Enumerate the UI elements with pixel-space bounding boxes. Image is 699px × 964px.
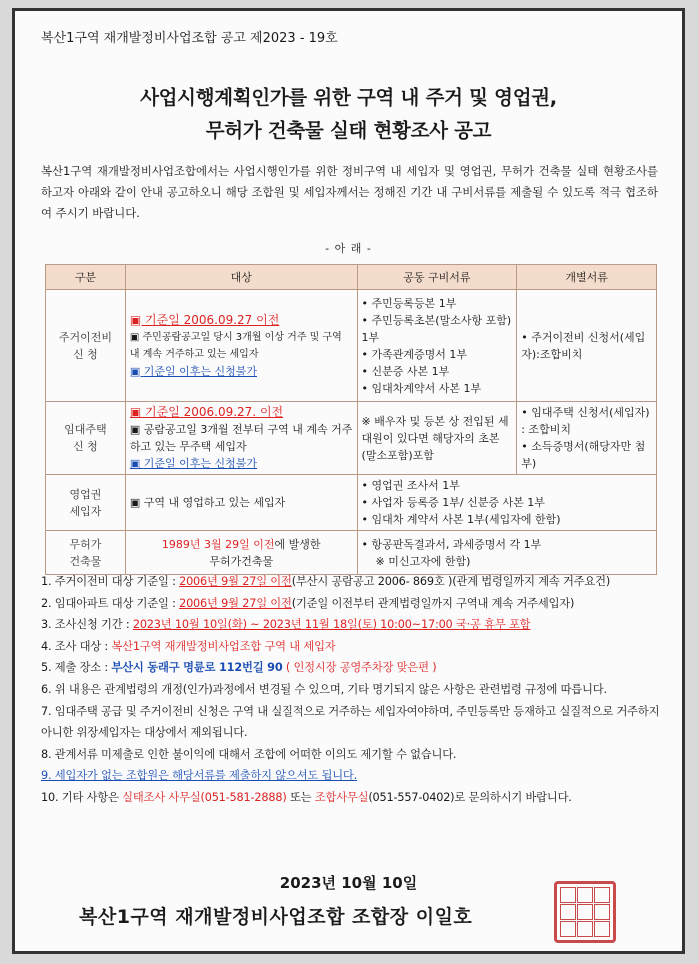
notice-date: 2023년 10월 10일 [279, 874, 418, 892]
category-cell: 주거이전비 신 청 [46, 290, 126, 402]
table-row [46, 531, 657, 575]
signature-line: 복산1구역 재개발정비사업조합 조합장 이일호 [79, 906, 473, 928]
col-header: 개별서류 [517, 265, 657, 290]
official-seal-icon [554, 881, 616, 943]
notice-number: 복산1구역 재개발정비사업조합 공고 제2023 - 19호 [41, 31, 338, 46]
note-item: 9. 세입자가 없는 조합원은 해당서류를 제출하지 않으셔도 됩니다. [41, 769, 358, 783]
note-item: 1. 주거이전비 대상 기준일 : 2006년 9월 27일 이전(부산시 공람공고 2006- 869호 )(관계 법령일까지 계속 거주요건) [41, 575, 611, 588]
col-header: 대상 [125, 265, 357, 290]
notice-document [12, 8, 685, 954]
notice-title: 사업시행계획인가를 위한 구역 내 주거 및 영업권, 무허가 건축물 실태 현황조사 공고 [140, 86, 557, 142]
category-cell: 영업권 세입자 [46, 475, 126, 531]
note-item: 8. 관계서류 미제출로 인한 불이익에 대해서 조합에 어떠한 이의도 제기할 수 없습니다. [41, 747, 457, 761]
note-item: 10. 기타 사항은 실태조사 사무실(051-581-2888) 또는 조합사무실(051-557-0402)로 문의하시기 바랍니다. [41, 790, 572, 804]
individual-docs-cell: • 임대주택 신청서(세입자) : 조합비치 • 소득증명서(해당자만 첨부) [517, 402, 657, 475]
category-cell: 무허가 건축물 [46, 531, 126, 575]
eligibility-table [45, 264, 657, 575]
table-row [46, 475, 657, 531]
common-docs-cell: • 영업권 조사서 1부 • 사업자 등록증 1부/ 신분증 사본 1부 • 임대차 계약서 사본 1부(세입자에 한함) [357, 475, 656, 531]
notes-list [41, 571, 662, 809]
target-cell: 1989년 3월 29일 이전에 발생한 무허가건축물 [125, 531, 357, 575]
individual-docs-cell: • 주거이전비 신청서(세입자):조합비치 [517, 290, 657, 402]
col-header: 공동 구비서류 [357, 265, 517, 290]
common-docs-cell: • 주민등록등본 1부 • 주민등록초본(말소사항 포함) 1부 • 가족관계증명서 1부 • 신분증 사본 1부 • 임대차계약서 사본 1부 [357, 290, 517, 402]
note-item: 7. 임대주택 공급 및 주거이전비 신청은 구역 내 실질적으로 거주하는 세입자여야하며, 주민등록만 등재하고 실질적으로 거주하지 아니한 위장세입자는 대상에서 제외됩니다. [41, 704, 660, 740]
common-docs-cell: • 항공판독결과서, 과세증명서 각 1부 ※ 미신고자에 한함) [357, 531, 656, 575]
intro-paragraph: 복산1구역 재개발정비사업조합에서는 사업시행인가를 위한 정비구역 내 세입자 및 영업권, 무허가 건축물 실태 현황조사를 하고자 아래와 같이 안내 공고하오니 해당 조합원 및 세입자께서는 정해진 기간 내 구비서류를 제출될 수 있도록 적극 협조하여 주시기 바랍니다. [41, 164, 658, 220]
note-item: 4. 조사 대상 : 복산1구역 재개발정비사업조합 구역 내 세입자 [41, 639, 336, 653]
target-cell: ▣ 기준일 2006.09.27 이전 ▣ 주민공람공고일 당시 3개월 이상 거주 및 구역 내 계속 거주하고 있는 세입자 ▣ 기준일 이후는 신청불가 [125, 290, 357, 402]
category-cell: 임대주택 신 청 [46, 402, 126, 475]
target-cell: ▣ 기준일 2006.09.27. 이전 ▣ 공람공고일 3개월 전부터 구역 내 계속 거주하고 있는 무주택 세입자 ▣ 기준일 이후는 신청불가 [125, 402, 357, 475]
note-item: 2. 임대아파트 대상 기준일 : 2006년 9월 27일 이전(기준일 이전부터 관계법령일까지 구역내 계속 거주세입자) [41, 596, 575, 610]
col-header: 구분 [46, 265, 126, 290]
target-cell: ▣ 구역 내 영업하고 있는 세입자 [125, 475, 357, 531]
section-heading: - 아 래 - [325, 242, 372, 255]
table-row [46, 402, 657, 475]
note-item: 3. 조사신청 기간 : 2023년 10월 10일(화) ~ 2023년 11월 18일(토) 10:00~17:00 국·공 휴무 포함 [41, 618, 531, 632]
table-row [46, 290, 657, 402]
note-item: 5. 제출 장소 : 부산시 동래구 명륜로 112번길 90 ( 인정시장 공영주차장 맞은편 ) [41, 661, 437, 675]
note-item: 6. 위 내용은 관계법령의 개정(인가)과정에서 변경될 수 있으며, 기타 명기되지 않은 사항은 관련법령 규정에 따릅니다. [41, 682, 607, 696]
table-header-row [46, 265, 657, 290]
common-docs-cell: ※ 배우자 및 등본 상 전입된 세대원이 있다면 해당자의 초본(말소포함)포함 [357, 402, 517, 475]
